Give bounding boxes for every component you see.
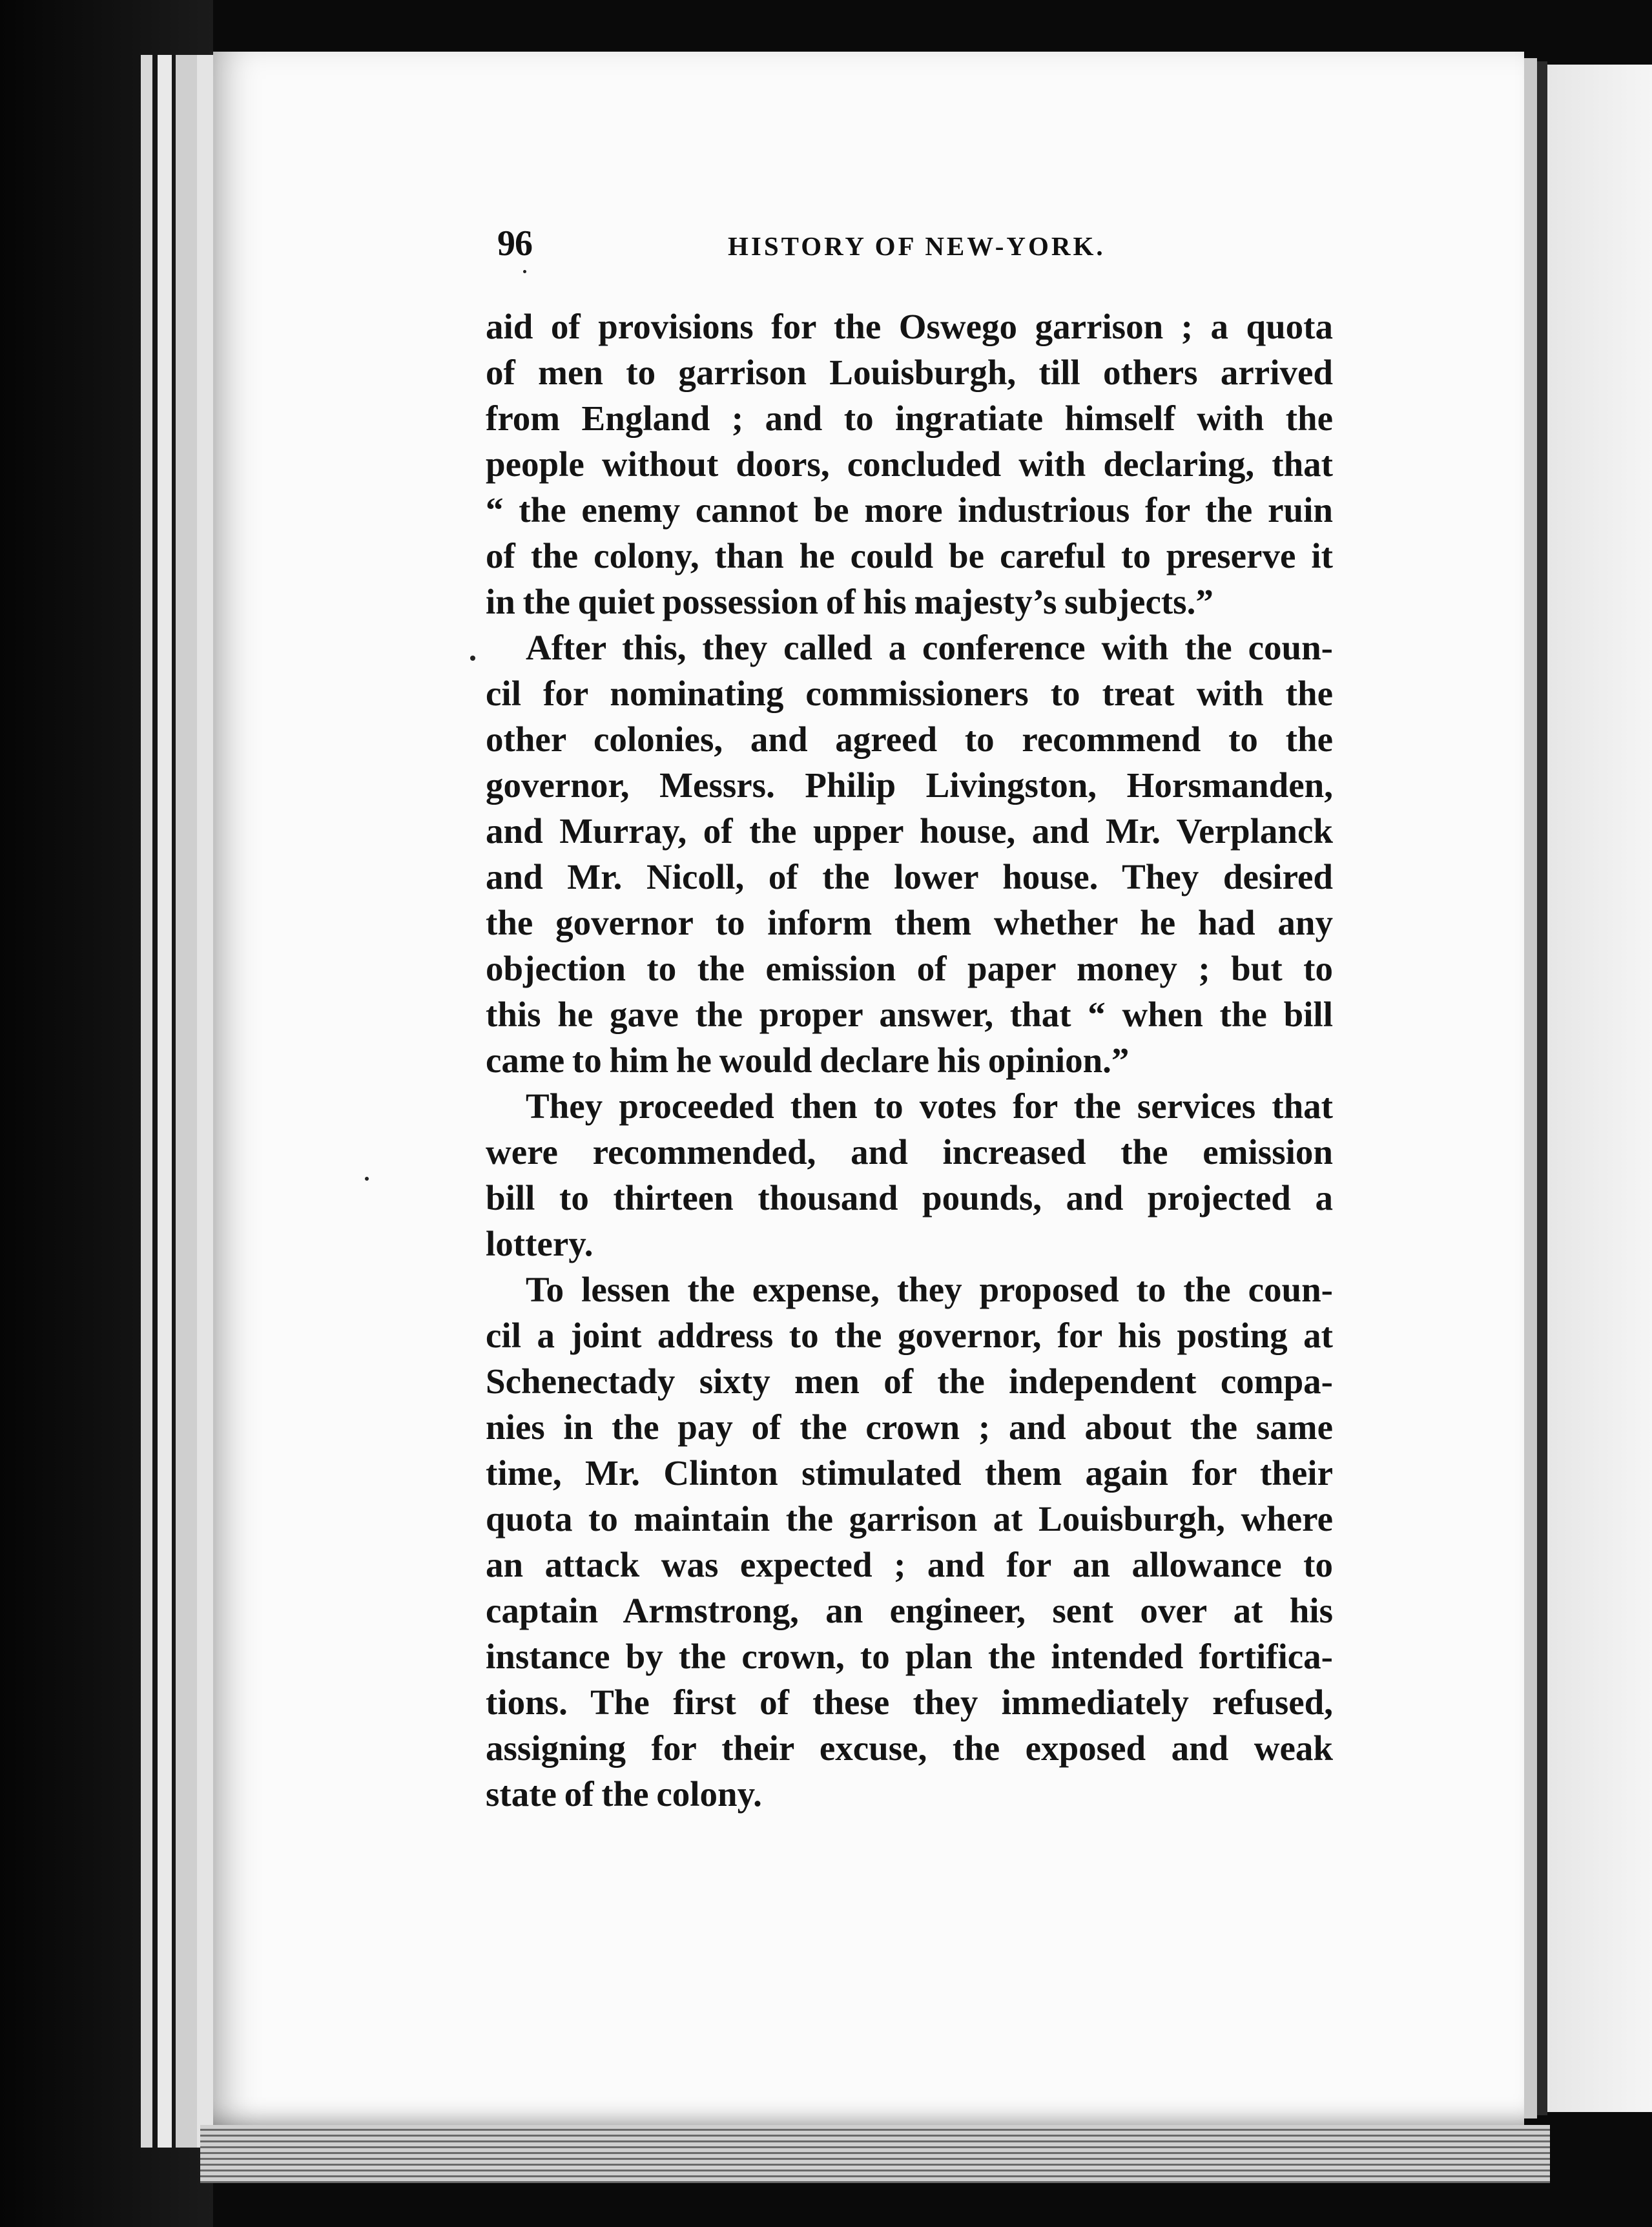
facing-page (1547, 65, 1652, 2112)
text-line: and Murray, of the upper house, and Mr. Verplanck (486, 811, 1333, 851)
running-title: HISTORY OF NEW-YORK. (728, 231, 1106, 261)
page-edge (141, 55, 152, 2148)
text-line: people without doors, concluded with declaring, that (486, 444, 1333, 484)
text-line: governor, Messrs. Philip Livingston, Horsmanden, (486, 765, 1333, 805)
text-line: aid of provisions for the Oswego garrison ; a quota (486, 307, 1333, 346)
text-line: state of the colony. (486, 1774, 762, 1814)
text-line: an attack was expected ; and for an allowance to (486, 1545, 1333, 1584)
right-page-gutter (1537, 61, 1547, 2115)
text-line: lottery. (486, 1224, 594, 1263)
text-line: objection to the emission of paper money ; but to (486, 949, 1333, 988)
page-edge (158, 55, 172, 2148)
text-line: time, Mr. Clinton stimulated them again for their (486, 1453, 1333, 1493)
text-line: “ the enemy cannot be more industrious for the ruin (486, 490, 1333, 530)
text-line: They proceeded then to votes for the services that (526, 1086, 1333, 1126)
text-line: quota to maintain the garrison at Louisburgh, where (486, 1499, 1333, 1538)
text-line: bill to thirteen thousand pounds, and projected a (486, 1178, 1333, 1217)
text-line: cil for nominating commissioners to treat with the (486, 674, 1333, 713)
paragraph (486, 1083, 1333, 1267)
ink-speck (470, 656, 475, 661)
text-line: and Mr. Nicoll, of the lower house. They desired (486, 857, 1333, 896)
text-line: After this, they called a conference with the coun- (526, 628, 1333, 667)
text-line: Schenectady sixty men of the independent compa- (486, 1362, 1333, 1401)
text-line: cil a joint address to the governor, for his posting at (486, 1316, 1333, 1355)
text-line: tions. The first of these they immediately refused, (486, 1683, 1333, 1722)
text-line: other colonies, and agreed to recommend to the (486, 720, 1333, 759)
running-head (497, 223, 1608, 274)
text-line: from England ; and to ingratiate himself with the (486, 399, 1333, 438)
paragraph (486, 625, 1333, 1083)
text-line: instance by the crown, to plan the intended fortifica- (486, 1637, 1333, 1676)
text-line: captain Armstrong, an engineer, sent over at his (486, 1591, 1333, 1630)
paragraph (486, 1267, 1333, 1817)
bottom-page-edges (200, 2125, 1550, 2183)
text-line: came to him he would declare his opinion.” (486, 1041, 1130, 1080)
page-number: 96 (497, 223, 532, 264)
right-page-edge (1524, 58, 1537, 2118)
page-edge (176, 55, 198, 2148)
text-line: the governor to inform them whether he had any (486, 903, 1333, 942)
text-line: assigning for their excuse, the exposed and weak (486, 1728, 1333, 1768)
ink-speck (365, 1177, 369, 1181)
body-text (486, 304, 1333, 1817)
text-line: in the quiet possession of his majesty’s subjects.” (486, 582, 1213, 621)
text-line: of men to garrison Louisburgh, till others arrived (486, 353, 1333, 392)
text-line: of the colony, than he could be careful to preserve it (486, 536, 1333, 575)
text-line: nies in the pay of the crown ; and about the same (486, 1407, 1333, 1447)
text-line: To lessen the expense, they proposed to the coun- (526, 1270, 1333, 1309)
paragraph (486, 304, 1333, 625)
text-line: this he gave the proper answer, that “ when the bill (486, 995, 1333, 1034)
text-line: were recommended, and increased the emission (486, 1132, 1333, 1172)
